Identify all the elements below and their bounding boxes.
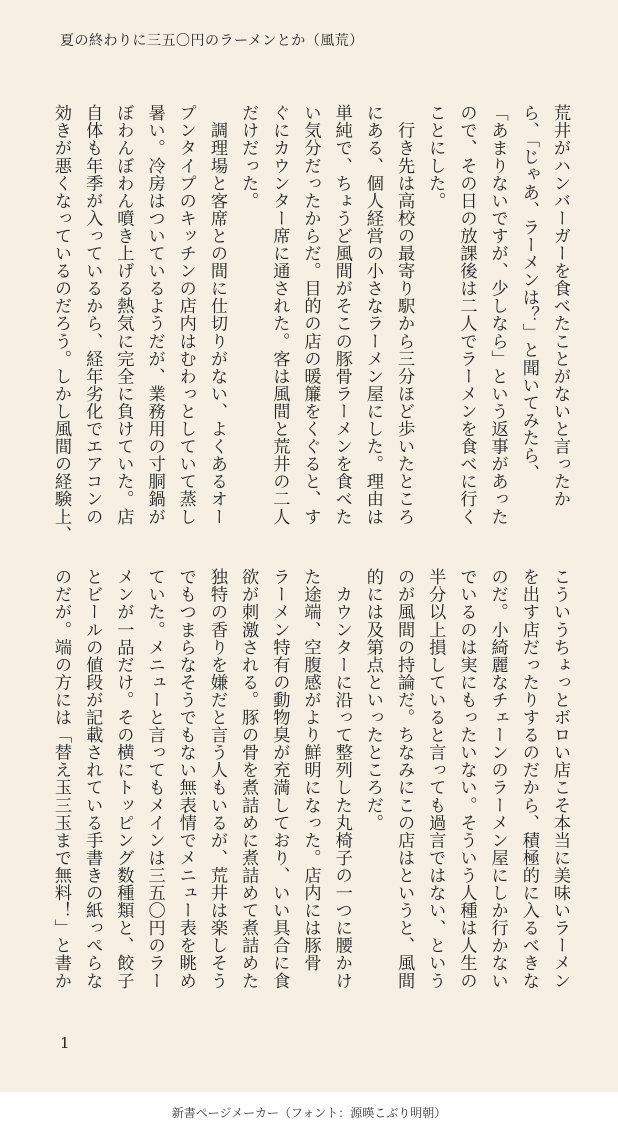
text-column: だけだった。 xyxy=(238,104,259,210)
text-column: た途端、空腹感がより鮮明になった。店内には豚骨 xyxy=(300,568,321,972)
text-column: メンが一品だけ。その横にトッピング数種類と、餃子 xyxy=(113,568,134,990)
text-column: 欲が刺激される。豚の骨を煮詰めに煮詰めて煮詰めた xyxy=(238,568,259,990)
text-column: ていた。メニューと言ってもメインは三五〇円のラー xyxy=(144,568,165,990)
footer-credit: 新書ページメーカー（フォント：源暎こぶり明朝） xyxy=(0,1092,618,1132)
text-column: でいるのは実にもったいない。そういう人種は人生の xyxy=(456,568,477,990)
text-column: 暑い。冷房はついているようだが、業務用の寸胴鍋が xyxy=(144,104,165,526)
text-column: カウンターに沿って整列した丸椅子の一つに腰かけ xyxy=(331,568,352,990)
text-column: を出す店だったりするのだから、積極的に入るべきな xyxy=(518,568,539,990)
text-column: 荒井がハンバーガーを食べたことがないと言ったか xyxy=(550,104,570,508)
text-column: 単純で、ちょうど風間がそこの豚骨ラーメンを食べた xyxy=(331,104,352,526)
text-block-top xyxy=(48,104,573,544)
text-column: ことにした。 xyxy=(425,104,446,210)
page-title: 夏の終わりに三五〇円のラーメンとか（風荒） xyxy=(60,33,364,49)
text-column: とビールの値段が記載されている手書きの紙っぺらな xyxy=(82,568,103,990)
text-column: ので、その日の放課後は二人でラーメンを食べに行く xyxy=(456,104,477,526)
text-column: 自体も年季が入っているから、経年劣化でエアコンの xyxy=(82,104,103,526)
text-column: ぼわんぼわん噴き上げる熱気に完全に負けていた。店 xyxy=(113,104,134,526)
text-column: のだ。小綺麗なチェーンのラーメン屋にしか行かない xyxy=(487,568,508,990)
text-block-bottom xyxy=(48,568,573,1008)
text-column: 的には及第点といったところだ。 xyxy=(362,568,383,832)
text-column: こういうちょっとボロい店こそ本当に美味いラーメン xyxy=(550,568,570,990)
text-column: 調理場と客席との間に仕切りがない、よくあるオー xyxy=(206,104,227,526)
text-column: 「あまりないですが、少しなら」という返事があった xyxy=(487,104,508,526)
text-column: 半分以上損していると言っても過言ではない、という xyxy=(425,568,446,990)
text-column: 行き先は高校の最寄り駅から三分ほど歩いたところ xyxy=(394,104,415,526)
text-column: い気分だったからだ。目的の店の暖簾をくぐると、す xyxy=(300,104,321,526)
text-column: ら、「じゃあ、ラーメンは？」と聞いてみたら、 xyxy=(518,104,539,482)
text-column: 独特の香りを嫌だと言う人もいるが、荒井は楽しそう xyxy=(206,568,227,990)
text-column: プンタイプのキッチンの店内はむわっとしていて蒸し xyxy=(175,104,196,526)
text-column: のだが。端の方には「替え玉三玉まで無料！」と書か xyxy=(51,568,71,990)
text-column: ぐにカウンター席に通された。客は風間と荒井の二人 xyxy=(269,104,290,526)
text-column: にある、個人経営の小さなラーメン屋にした。理由は xyxy=(362,104,383,526)
text-column: のが風間の持論だ。ちなみにこの店はというと、風間 xyxy=(394,568,415,990)
page-number: 1 xyxy=(60,1034,70,1052)
text-column: でもつまらなそうでもない無表情でメニュー表を眺め xyxy=(175,568,196,990)
text-column: 効きが悪くなっているのだろう。しかし風間の経験上、 xyxy=(51,104,71,543)
text-column: ラーメン特有の動物臭が充満しており、いい具合に食 xyxy=(269,568,290,990)
